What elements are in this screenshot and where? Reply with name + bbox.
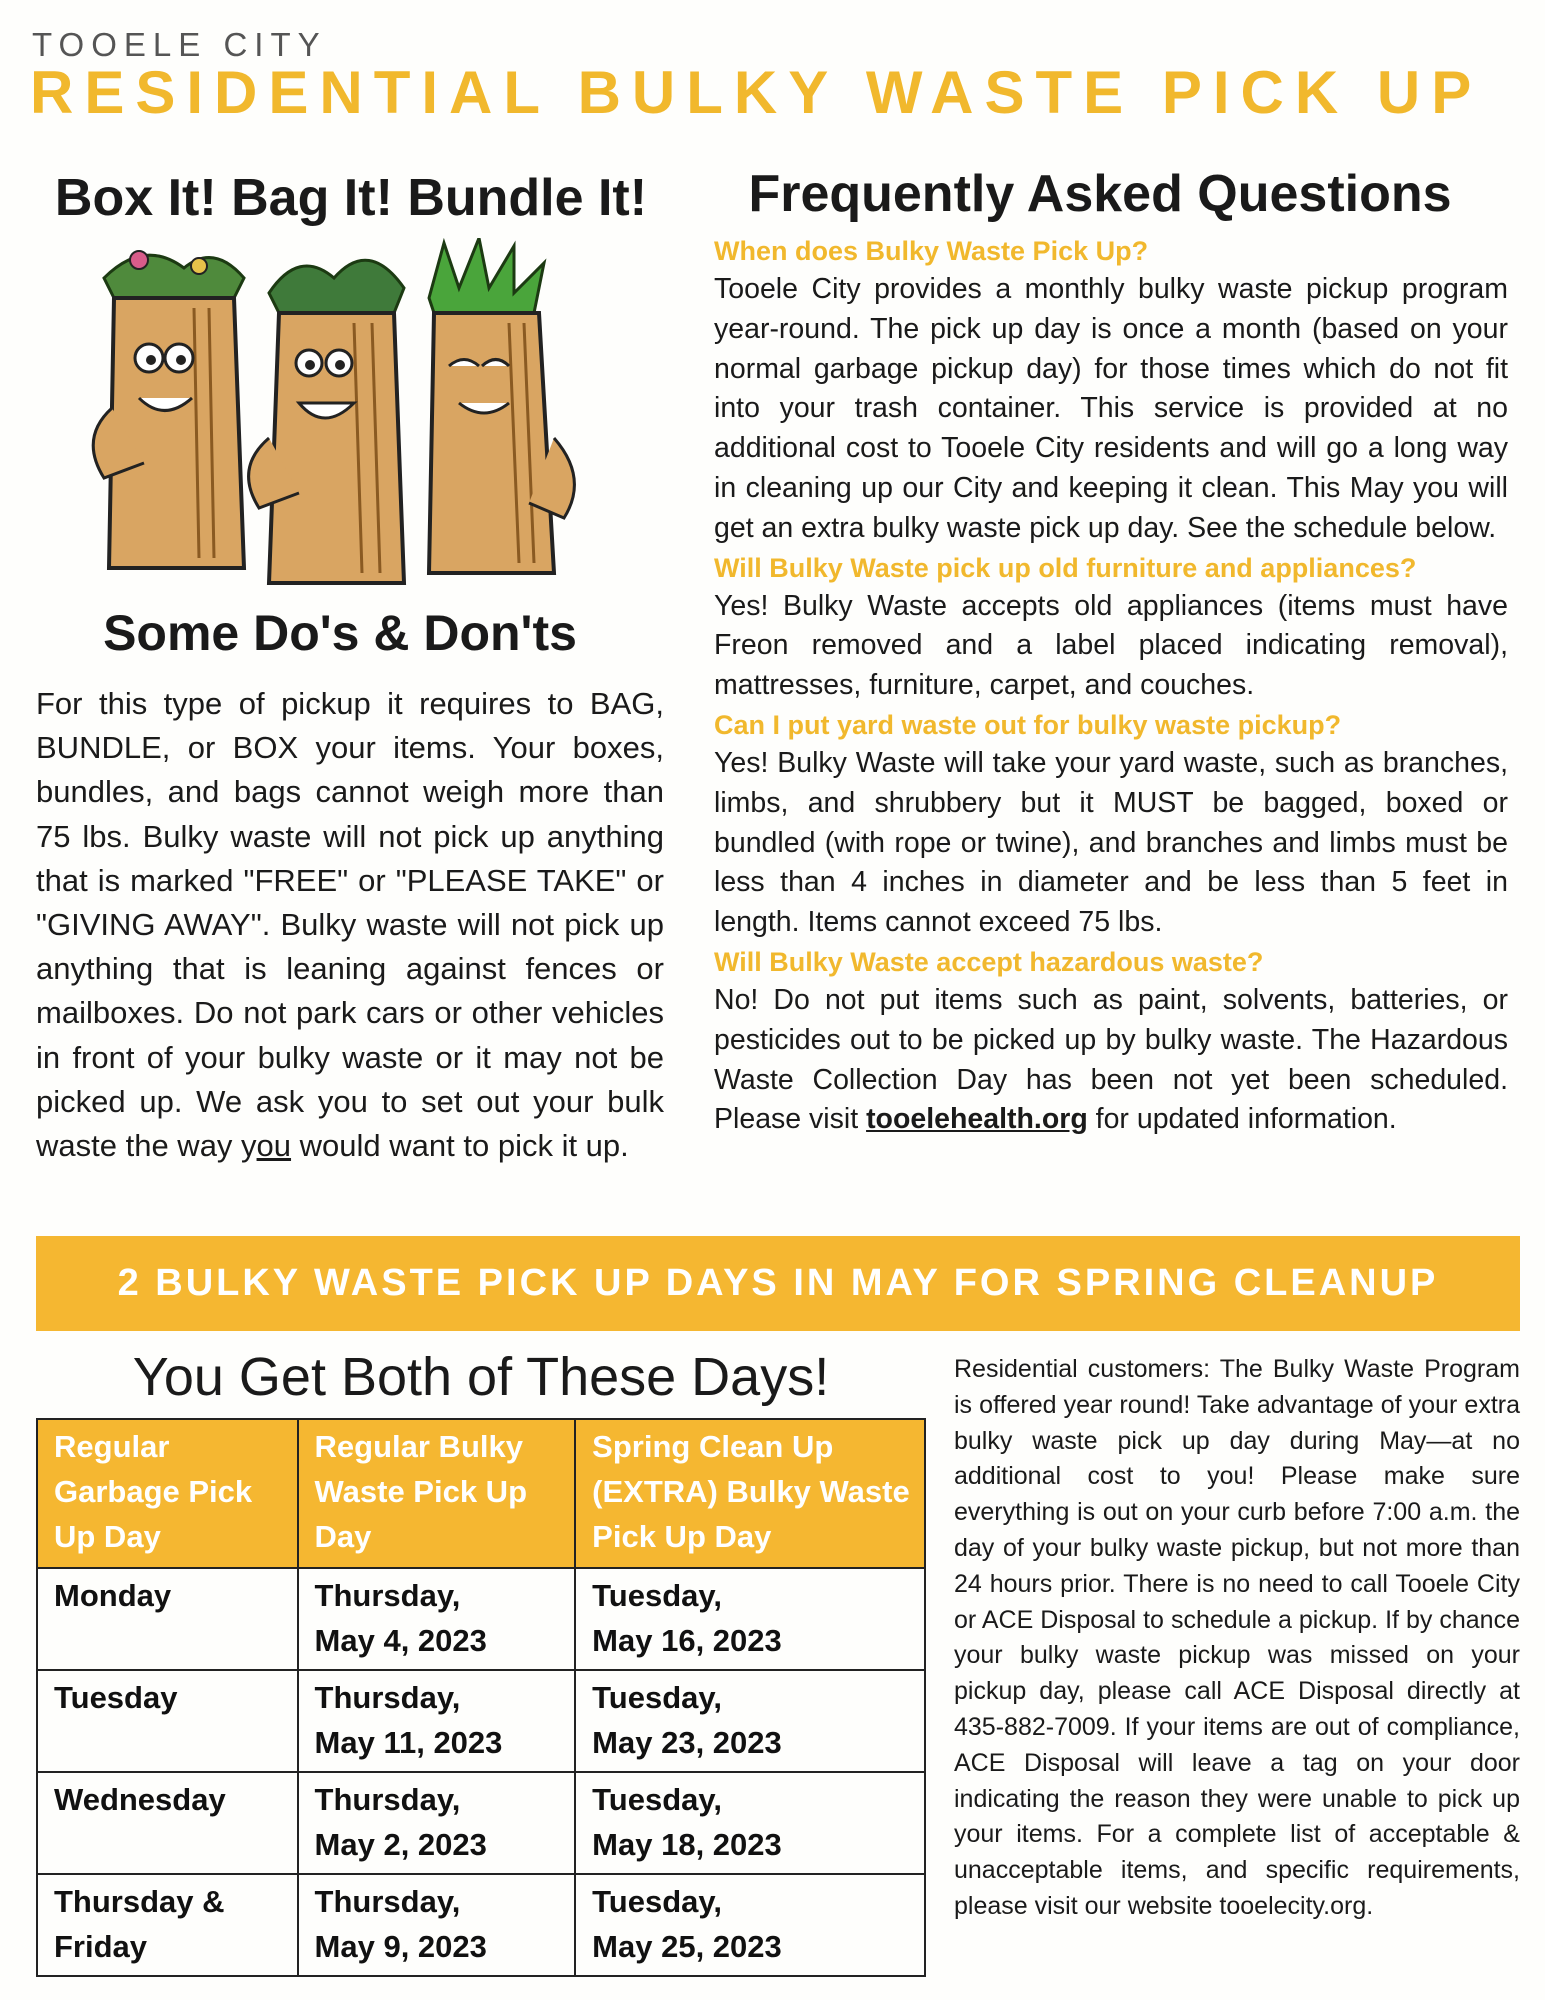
regular-bulky-cell <box>298 1670 576 1772</box>
table-header-row <box>37 1419 925 1568</box>
col-regular-garbage-day: Regular Garbage Pick Up Day <box>37 1419 298 1568</box>
extra-bulky-cell <box>575 1772 925 1874</box>
faq-answer: Yes! Bulky Waste accepts old appliances (items must have Freon removed and a label placed indicating removal), mattresses, furniture, carpet, and couches. <box>714 589 1508 702</box>
regular-bulky-cell <box>298 1874 576 1976</box>
dos-text-body: For this type of pickup it requires to BAG, BUNDLE, or BOX your items. Your boxes, bundles, and bags cannot weigh more than 75 lbs. Bulky waste will not pick up anything that is marked "FREE" or "PLEASE TAKE" or "GIVING AWAY". Bulky waste will not pick up anything that is leaning against fences or mailboxes. Do not park cars or other vehicles in front of your bulky waste or it may not be picked up. We ask you to set out your bulk waste the way y <box>36 686 664 1164</box>
weekday: Tuesday, <box>592 1884 722 1919</box>
garbage-day-cell: Thursday & Friday <box>37 1874 298 1976</box>
faq-answer-end: for updated information. <box>1087 1103 1397 1136</box>
spring-cleanup-banner <box>36 1236 1520 1331</box>
faq-question: Will Bulky Waste pick up old furniture and appliances? <box>714 552 1417 583</box>
table-row <box>37 1670 925 1772</box>
regular-bulky-cell <box>298 1568 576 1670</box>
date: May 23, 2023 <box>592 1725 782 1760</box>
table-row <box>37 1874 925 1976</box>
regular-bulky-cell <box>298 1772 576 1874</box>
extra-bulky-cell <box>575 1568 925 1670</box>
banner-text: 2 BULKY WASTE PICK UP DAYS IN MAY FOR SPRING CLEANUP <box>117 1262 1439 1304</box>
middle-bag-icon <box>249 260 404 583</box>
faq-question: Will Bulky Waste accept hazardous waste? <box>714 946 1264 977</box>
dos-and-donts-heading: Some Do's & Don'ts <box>103 605 577 661</box>
garbage-day-cell: Tuesday <box>37 1670 298 1772</box>
yard-waste-bags-illustration <box>84 238 594 598</box>
date: May 2, 2023 <box>314 1827 487 1862</box>
faq-question: When does Bulky Waste Pick Up? <box>714 236 1149 266</box>
date: May 25, 2023 <box>592 1929 782 1964</box>
garbage-day-cell: Wednesday <box>37 1772 298 1874</box>
dos-text-end: would want to pick it up. <box>299 1128 629 1164</box>
dos-text-underlined: ou <box>256 1128 292 1164</box>
faq-heading: Frequently Asked Questions <box>748 165 1452 223</box>
residential-customers-note: Residential customers: The Bulky Waste Program is offered year round! Take advantage of your extra bulky waste pick up day during May—at no additional cost to you! Please make sure everything is out on your curb before 7:00 a.m. the day of your bulky waste pickup, but not more than 24 hours prior. There is no need to call Tooele City or ACE Disposal to schedule a pickup. If by chance your bulky waste pickup was missed on your pickup day, please call ACE Disposal directly at 435-882-7009. If your items are out of compliance, ACE Disposal will leave a tag on your door indicating the reason they were unable to pick up your items. For a complete list of acceptable & unacceptable items, and specific requirements, please visit our website tooelecity.org. <box>954 1355 1520 1920</box>
col-extra-bulky-day: Spring Clean Up (EXTRA) Bulky Waste Pick Up Day <box>575 1419 925 1568</box>
page-title: RESIDENTIAL BULKY WASTE PICK UP <box>30 59 1483 126</box>
faq-answer <box>714 981 1508 1140</box>
left-bag-icon <box>93 251 244 568</box>
faq-answer-text: No! Do not put items such as paint, solvents, batteries, or pesticides out to be picked up by bulky waste. The Hazardous Waste Collection Day has been not yet been scheduled. Please visit <box>714 983 1508 1136</box>
schedule-heading: You Get Both of These Days! <box>132 1347 830 1407</box>
weekday: Thursday, <box>314 1680 461 1715</box>
right-bag-icon <box>429 238 574 573</box>
col-regular-bulky-day: Regular Bulky Waste Pick Up Day <box>298 1419 576 1568</box>
table-row <box>37 1772 925 1874</box>
city-name: TOOELE CITY <box>32 26 327 63</box>
weekday: Tuesday, <box>592 1680 722 1715</box>
faq-answer: Tooele City provides a monthly bulky waste pickup program year-round. The pick up day is once a month (based on your normal garbage pickup day) for those times which do not fit into your trash container. This service is provided at no additional cost to Tooele City residents and will go a long way in cleaning up our City and keeping it clean. This May you will get an extra bulky waste pick up day. See the schedule below. <box>714 273 1508 544</box>
date: May 16, 2023 <box>592 1623 782 1658</box>
garbage-day-cell: Monday <box>37 1568 298 1670</box>
weekday: Thursday, <box>314 1782 461 1817</box>
date: May 18, 2023 <box>592 1827 782 1862</box>
extra-bulky-cell <box>575 1670 925 1772</box>
tooelehealth-link[interactable]: tooelehealth.org <box>866 1103 1088 1136</box>
weekday: Tuesday, <box>592 1782 722 1817</box>
dos-and-donts-text <box>36 682 664 1168</box>
date: May 11, 2023 <box>314 1725 503 1760</box>
faq-answer: Yes! Bulky Waste will take your yard waste, such as branches, limbs, and shrubbery but it MUST be bagged, boxed or bundled (with rope or twine), and branches and limbs must be less than 4 inches in diameter and be less than 5 feet in length. Items cannot exceed 75 lbs. <box>714 746 1508 939</box>
pickup-schedule-table <box>36 1418 926 1977</box>
date: May 4, 2023 <box>314 1623 487 1658</box>
faq-list <box>714 232 1508 1140</box>
faq-question: Can I put yard waste out for bulky waste pickup? <box>714 709 1342 740</box>
weekday: Thursday, <box>314 1884 461 1919</box>
table-row <box>37 1568 925 1670</box>
weekday: Thursday, <box>314 1578 461 1613</box>
weekday: Tuesday, <box>592 1578 722 1613</box>
extra-bulky-cell <box>575 1874 925 1976</box>
box-bag-bundle-heading: Box It! Bag It! Bundle It! <box>54 169 648 227</box>
date: May 9, 2023 <box>314 1929 487 1964</box>
